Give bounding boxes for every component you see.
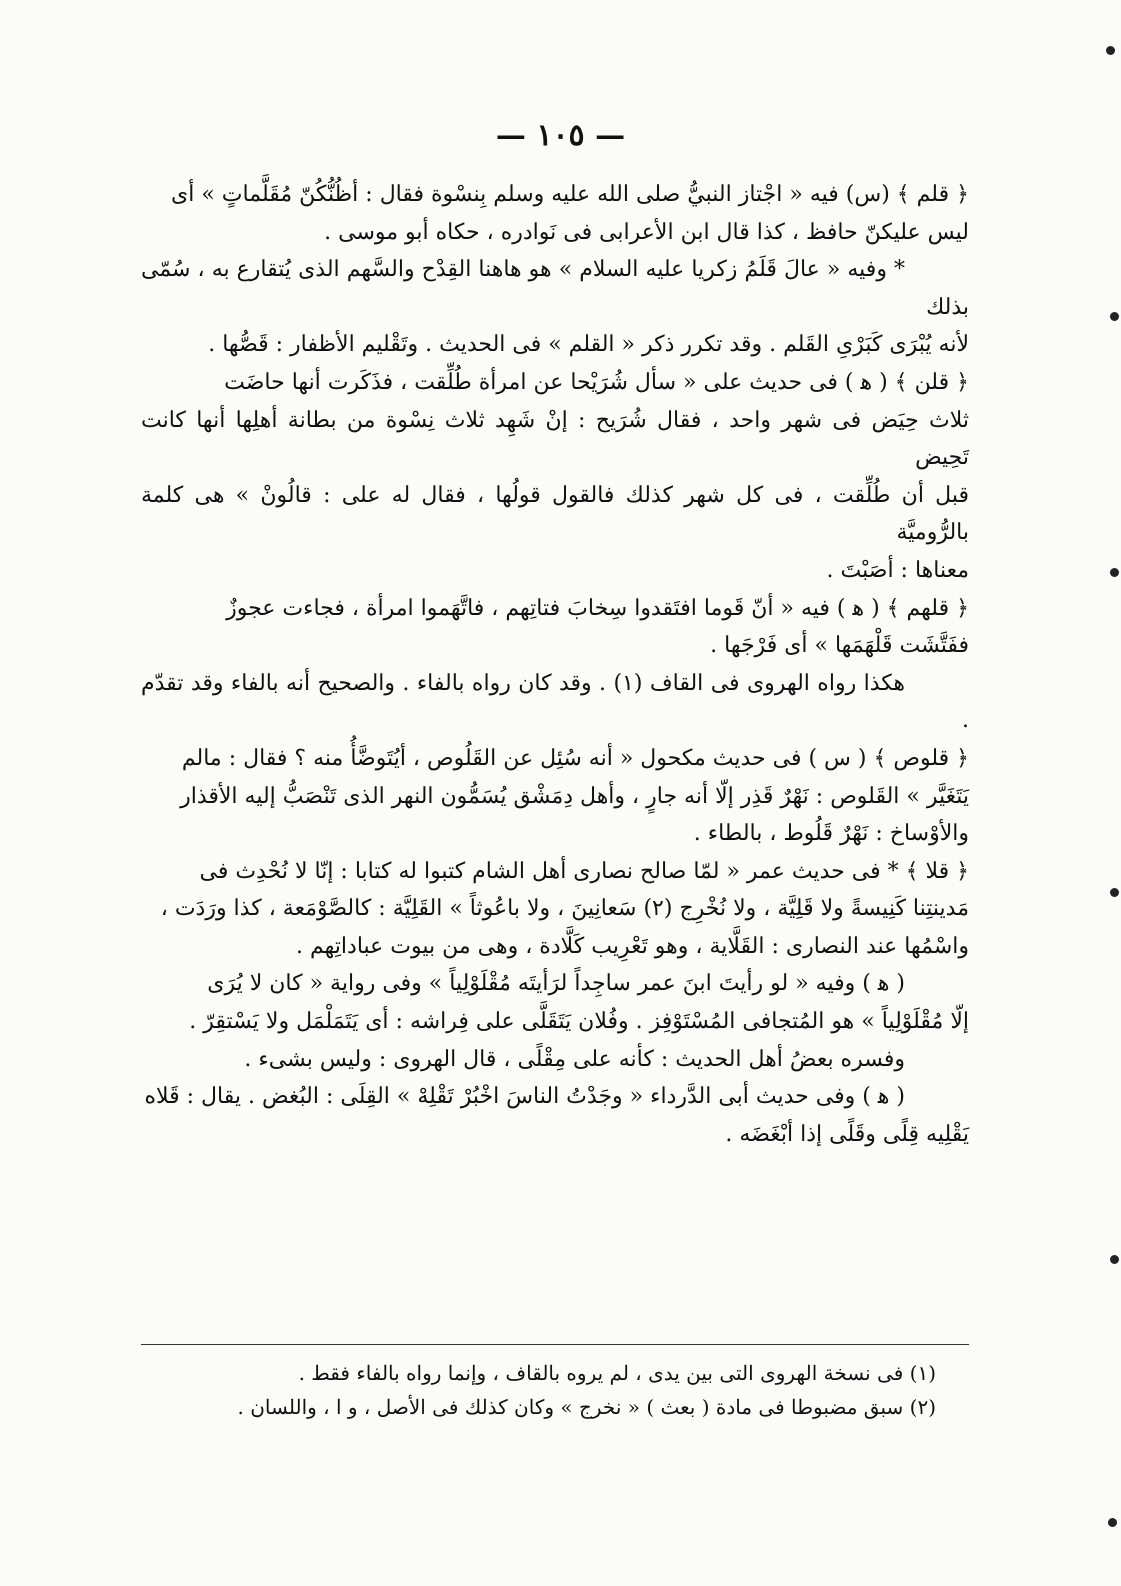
- footnote-2: (٢) سبق مضبوطا فى مادة ( بعث ) « نخرج » وكان كذلك فى الأصل ، و ا ، واللسان .: [237, 1395, 936, 1419]
- footnotes: [141, 1356, 936, 1424]
- text-line: واسْمُها عند النصارى : القَلَّاية ، وهو تَعْرِيب كَلَّادة ، وهى من بيوت عباداتِهم .: [296, 933, 969, 959]
- text-line: ( ﻫ ) وفى حديث أبى الدَّرداء « وجَدْتُ الناسَ اخْبُرْ تَقْلِهْ » القِلَى : البُغض . يقال : قَلاه: [144, 1084, 905, 1110]
- scan-edge-mark: [1110, 1255, 1119, 1264]
- scan-edge-mark: [1110, 312, 1119, 321]
- text-line: والأوْساخ : نَهْرٌ قَلُوط ، بالطاء .: [693, 821, 969, 847]
- entry-qala-line-1: ﴿ قلا ﴾ * فى حديث عمر « لمّا صالح نصارى أهل الشام كتبوا له كتابا : إنّا لا نُحْدِث فى: [199, 858, 969, 884]
- scan-edge-mark: [1108, 1518, 1117, 1527]
- text-line: يَقْلِيه قِلًى وقَلًى إذا أبْغَضَه .: [725, 1121, 969, 1147]
- scan-edge-mark: [1110, 888, 1119, 897]
- text-line: قبل أن طُلِّقت ، فى كل شهر كذلك فالقول قولُها ، فقال له على : قالُونْ » هى كلمة بالرُّوميَّة: [141, 482, 969, 546]
- text-line: معناها : أصَبْتَ .: [826, 557, 969, 583]
- text-line: مَدينتِنا كَنِيسةً ولا قَلِيَّة ، ولا نُخْرِج (٢) سَعانِينَ ، ولا باعُوثاً » القَلِيَّة : كالصَّوْمَعة ، كذا ورَدَت ،: [160, 896, 969, 922]
- page-number: — ١٠٥ —: [495, 118, 626, 153]
- scan-edge-mark: [1110, 568, 1119, 577]
- scan-edge-mark: [1106, 46, 1115, 55]
- text-line: هكذا رواه الهروى فى القاف (١) . وقد كان رواه بالفاء . والصحيح أنه بالفاء وقد تقدّم .: [141, 670, 969, 734]
- text-line: * وفيه « عالَ قَلَمُ زكريا عليه السلام » هو هاهنا القِدْح والسَّهم الذى يُتقارع به ، سُمّى بذلك: [141, 257, 969, 320]
- body-text: [141, 176, 969, 1153]
- entry-qalus-line-1: ﴿ قلوص ﴾ ( س ) فى حديث مكحول « أنه سُئِل عن القَلُوص ، أيُتَوضَّأُ منه ؟ فقال : مالم: [181, 745, 969, 771]
- entry-qalham-line-1: ﴿ قلهم ﴾ ( ﻫ ) فيه « أنّ قَوما افتَقدوا سِخابَ فتاتِهم ، فاتَّهَموا امرأة ، فجاءت عجوزٌ: [226, 595, 969, 621]
- text-line: يَتَغَيَّر » القَلوص : نَهْرٌ قَذِر إلّا أنه جارٍ ، وأهل دِمَشْق يُسَمُّون النهر الذى تَنْصَبُّ إليه الأقذار: [180, 783, 969, 809]
- entry-qalan-line-1: ﴿ قلن ﴾ ( ﻫ ) فى حديث على « سأل شُرَيْحا عن امرأة طُلِّقت ، فذَكَرت أنها حاضَت: [224, 369, 969, 395]
- text-line: ( ﻫ ) وفيه « لو رأيتَ ابنَ عمر ساجِداً لرَأيتَه مُقْلَوْلِياً » وفى رواية « كان لا يُرَى: [207, 971, 905, 997]
- text-line: وفسره بعضُ أهل الحديث : كأنه على مِقْلًى ، قال الهروى : وليس بشىء .: [244, 1046, 905, 1072]
- text-line: لأنه يُبْرَى كَبَرْىِ القَلم . وقد تكرر ذكر « القلم » فى الحديث . وتَقْليم الأظفار : قَصُّها .: [208, 332, 969, 358]
- entry-qalam-line-1: ﴿ قلم ﴾ (س) فيه « اجْتاز النبيُّ صلى الله عليه وسلم بِنسْوة فقال : أظُنُّكُنّ مُقَلَّماتٍ » أى: [171, 182, 969, 207]
- text-line: ففَتَّشَت قَلْهَمَها » أى فَرْجَها .: [710, 633, 969, 659]
- footnote-1: (١) فى نسخة الهروى التى بين يدى ، لم يروه بالقاف ، وإنما رواه بالفاء فقط .: [298, 1361, 936, 1385]
- text-line: ثلاث حِيَض فى شهر واحد ، فقال شُرَيح : إنْ شَهِد ثلاث نِسْوة من بطانة أهلِها أنها كانت تَحِيض: [141, 407, 969, 471]
- footnote-separator: [141, 1344, 969, 1345]
- text-line: ليس عليكنّ حافظ ، كذا قال ابن الأعرابى فى نَوادره ، حكاه أبو موسى .: [324, 219, 969, 245]
- text-line: إلّا مُقْلَوْلِياً » هو المُتجافى المُسْتَوْفِز . وفُلان يَتَقَلَّى على فِراشه : أى يَتَمَلْمَل ولا يَسْتقِرّ .: [189, 1009, 969, 1035]
